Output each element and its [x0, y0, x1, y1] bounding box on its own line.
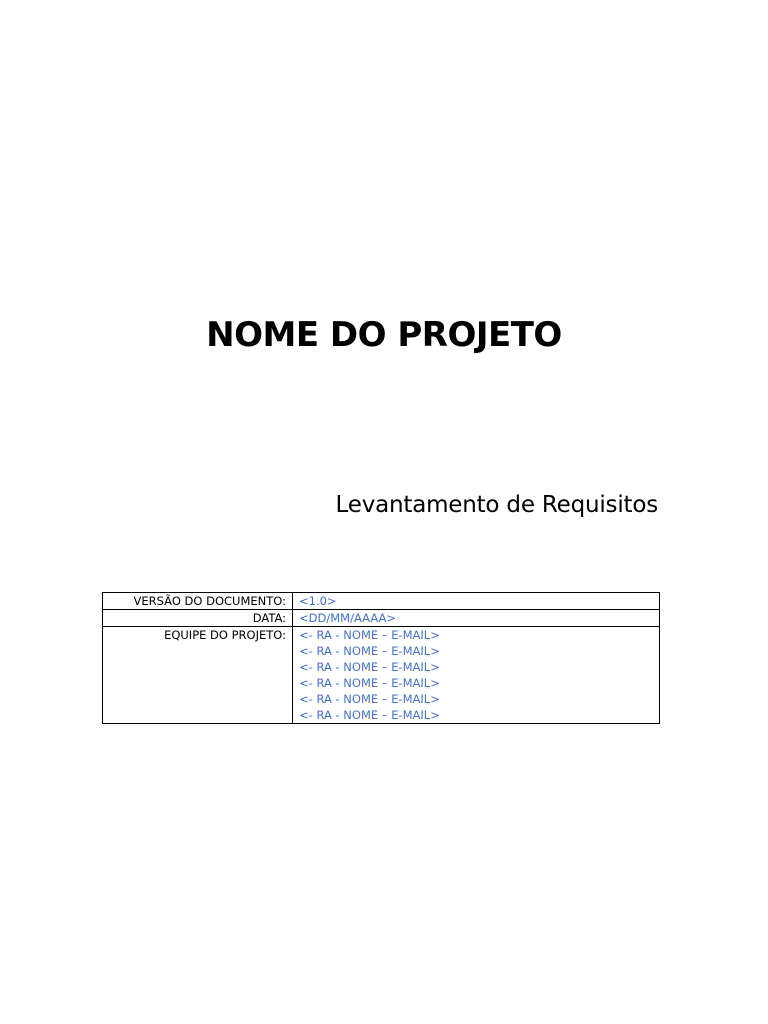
document-title: NOME DO PROJETO — [206, 315, 562, 355]
team-member: <- RA - NOME – E-MAIL> — [299, 628, 440, 642]
team-members — [293, 627, 660, 724]
document-info-table — [102, 592, 660, 724]
version-label: VERSÃO DO DOCUMENTO: — [103, 593, 293, 610]
team-member: <- RA - NOME – E-MAIL> — [299, 676, 440, 690]
team-member: <- RA - NOME – E-MAIL> — [299, 708, 440, 722]
table-row-version — [103, 593, 660, 610]
version-value: <1.0> — [293, 593, 660, 610]
date-value: <DD/MM/AAAA> — [293, 610, 660, 627]
table-row-team — [103, 627, 660, 724]
team-member: <- RA - NOME – E-MAIL> — [299, 644, 440, 658]
team-member: <- RA - NOME – E-MAIL> — [299, 660, 440, 674]
team-label: EQUIPE DO PROJETO: — [103, 627, 293, 724]
team-member: <- RA - NOME – E-MAIL> — [299, 692, 440, 706]
date-label: DATA: — [103, 610, 293, 627]
document-subtitle: Levantamento de Requisitos — [335, 492, 658, 518]
table-row-date — [103, 610, 660, 627]
